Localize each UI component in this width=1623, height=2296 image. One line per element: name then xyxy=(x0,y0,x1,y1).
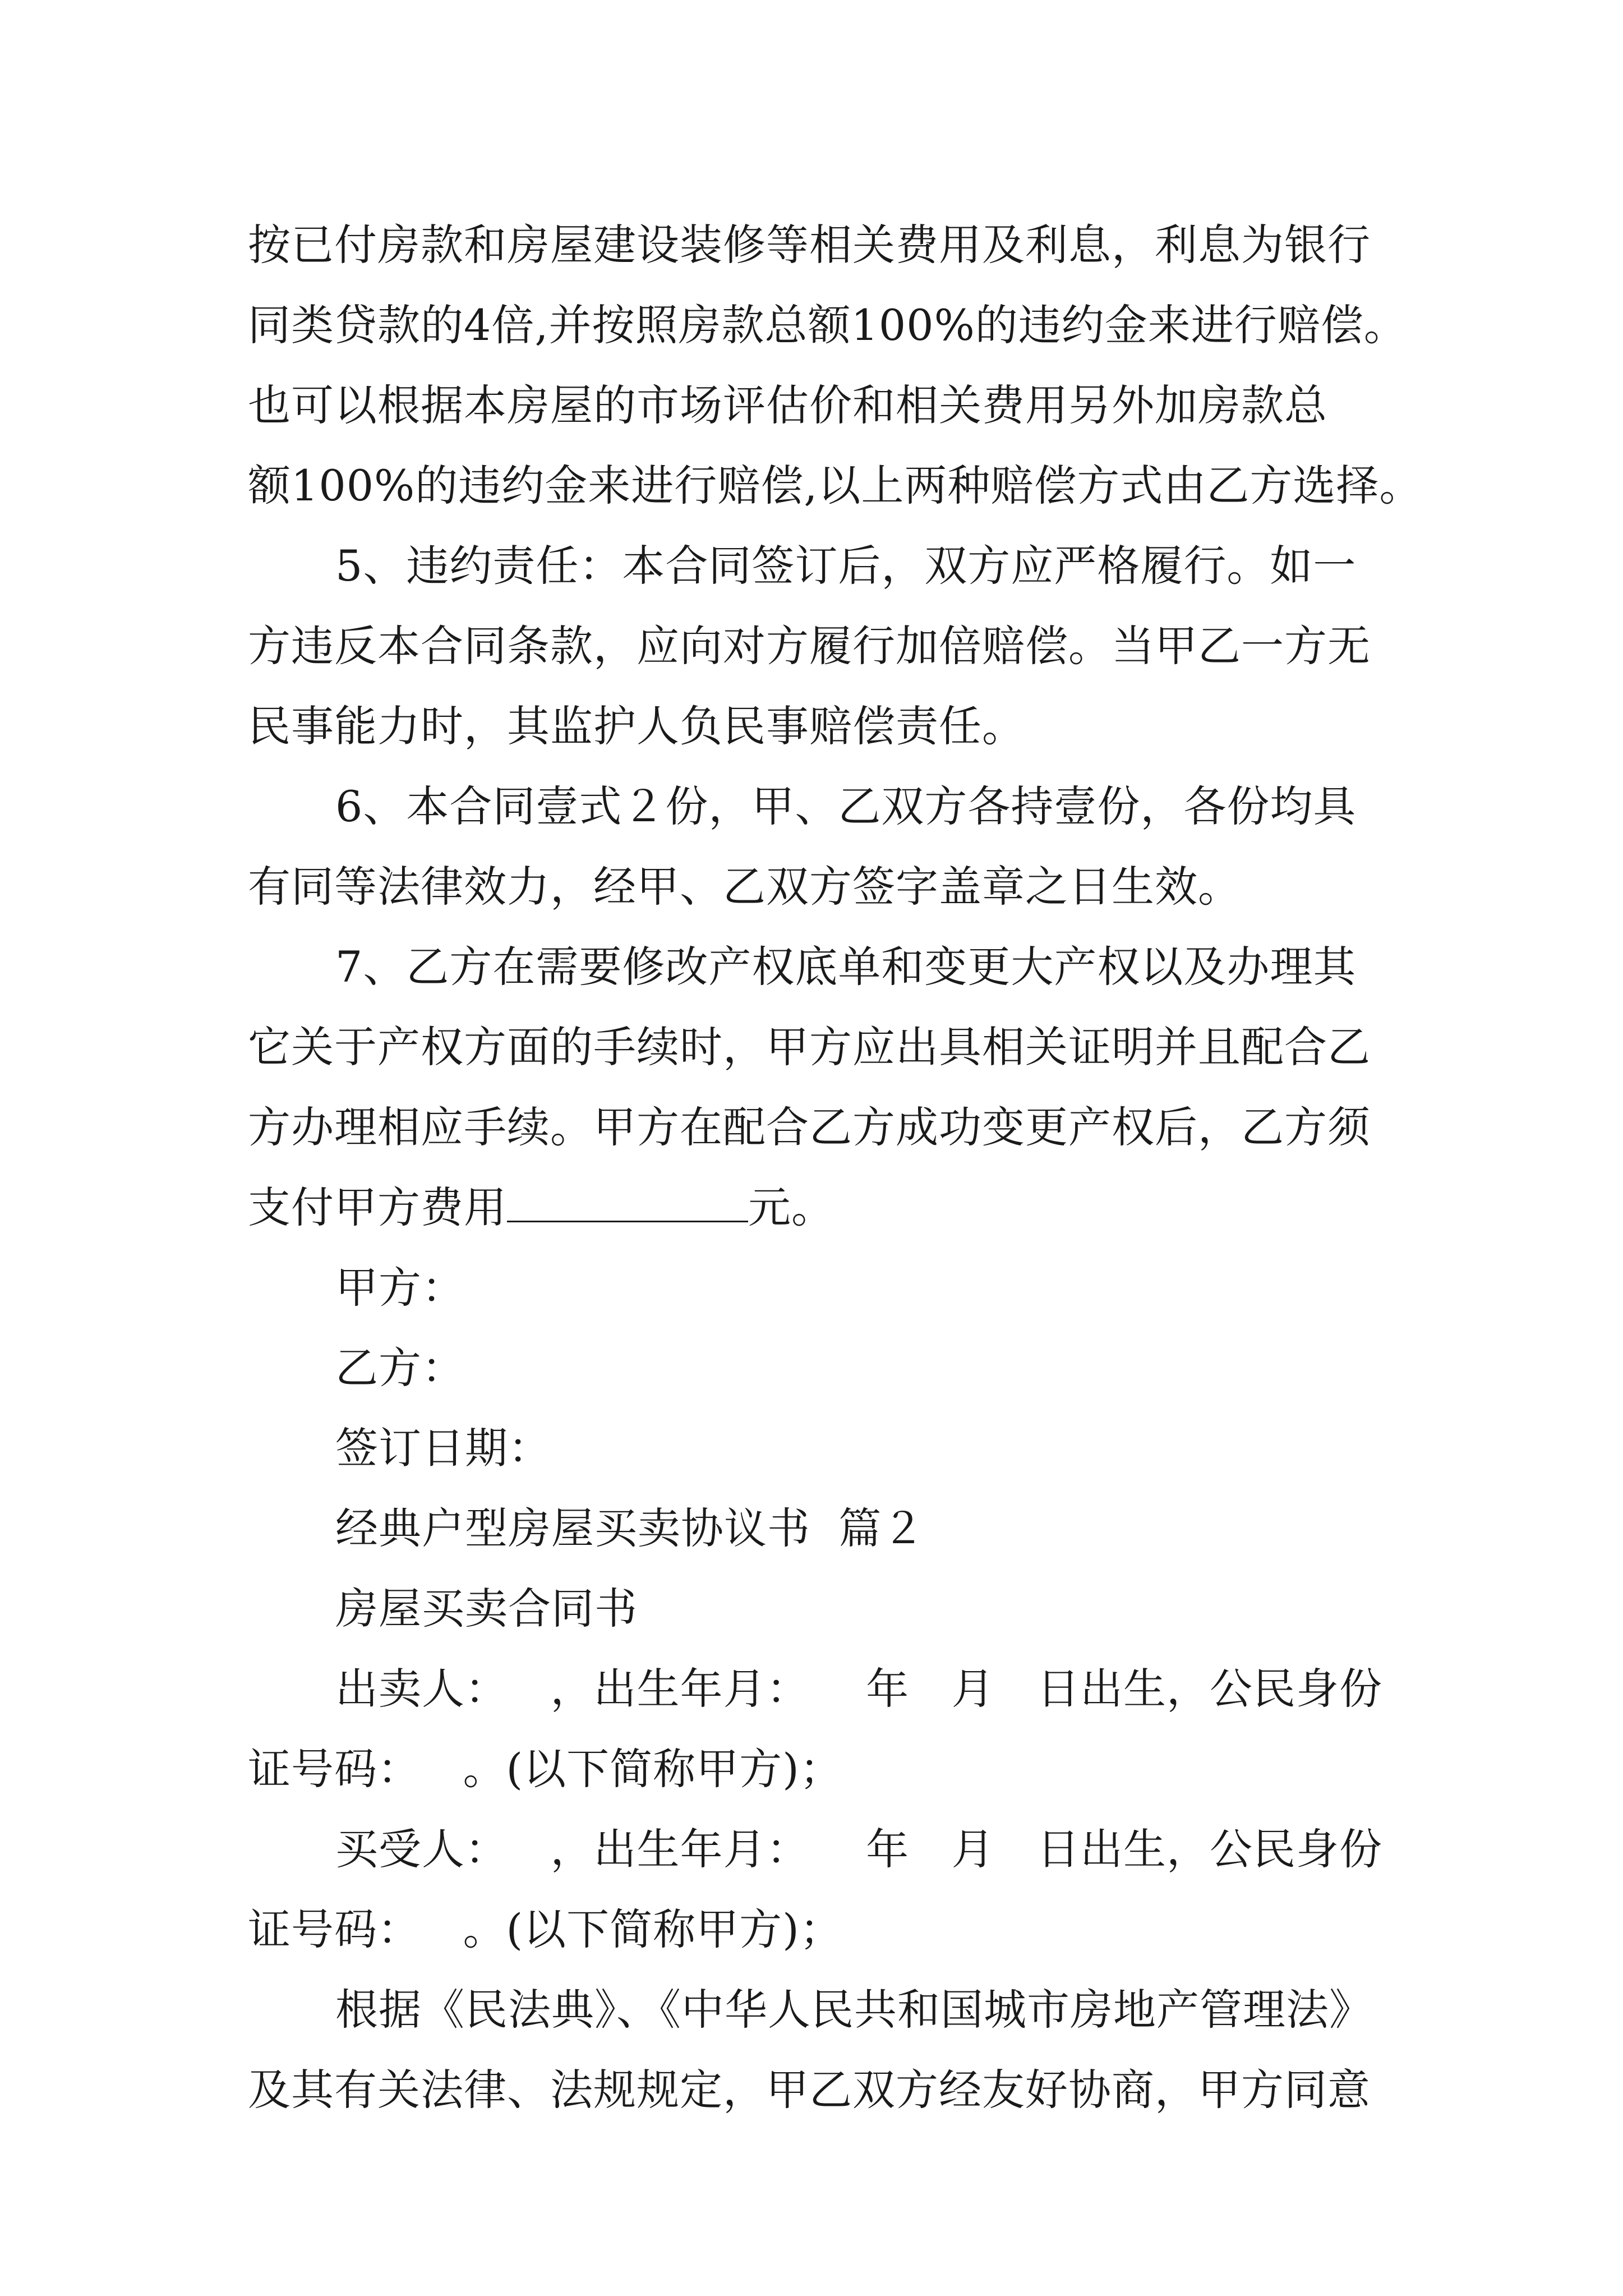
text-line: 按已付房款和房屋建设装修等相关费用及利息，利息为银行 xyxy=(248,220,1371,270)
text-line: 同类贷款的4倍,并按照房款总额100%的违约金来进行赔偿。 xyxy=(248,300,1407,350)
fee-line xyxy=(248,1163,834,1253)
party-b-label: 乙方： xyxy=(335,1343,465,1393)
seller-id-line: 证号码： 。(以下简称甲方)； xyxy=(248,1744,843,1794)
fee-unit: 元。 xyxy=(748,1182,834,1232)
text-line: 及其有关法律、法规规定，甲乙双方经友好协商，甲方同意 xyxy=(248,2065,1371,2115)
text-line: 方违反本合同条款，应向对方履行加倍赔偿。当甲乙一方无 xyxy=(248,621,1371,671)
clause-6-heading: 6、本合同壹式２份，甲、乙双方各持壹份，各份均具 xyxy=(335,781,1357,831)
text-line: 有同等法律效力，经甲、乙双方签字盖章之日生效。 xyxy=(248,862,1241,912)
text-line: 方办理相应手续。甲方在配合乙方成功变更产权后，乙方须 xyxy=(248,1102,1371,1152)
clause-5-heading: 5、违约责任：本合同签订后，双方应严格履行。如一 xyxy=(335,541,1357,591)
fee-label: 支付甲方费用 xyxy=(248,1182,507,1232)
section-title: 经典户型房屋买卖协议书 篇２ xyxy=(335,1503,925,1553)
text-line: 额100%的违约金来进行赔偿,以上两种赔偿方式由乙方选择。 xyxy=(248,461,1423,510)
legal-basis-line: 根据《民法典》、《中华人民共和国城市房地产管理法》 xyxy=(335,1985,1372,2035)
party-a-label: 甲方： xyxy=(335,1263,465,1313)
fee-amount-blank[interactable] xyxy=(507,1187,748,1222)
text-line: 民事能力时，其监护人负民事赔偿责任。 xyxy=(248,701,1025,751)
clause-7-heading: 7、乙方在需要修改产权底单和变更大产权以及办理其 xyxy=(335,942,1357,992)
signing-date-label: 签订日期： xyxy=(335,1423,551,1473)
contract-title: 房屋买卖合同书 xyxy=(335,1584,638,1634)
seller-line: 出卖人： ，出生年月： 年 月 日出生，公民身份 xyxy=(335,1664,1383,1714)
buyer-line: 买受人： ，出生年月： 年 月 日出生，公民身份 xyxy=(335,1824,1383,1874)
text-line: 也可以根据本房屋的市场评估价和相关费用另外加房款总 xyxy=(248,380,1327,430)
text-line: 它关于产权方面的手续时，甲方应出具相关证明并且配合乙 xyxy=(248,1022,1371,1072)
buyer-id-line: 证号码： 。(以下简称甲方)； xyxy=(248,1904,843,1954)
